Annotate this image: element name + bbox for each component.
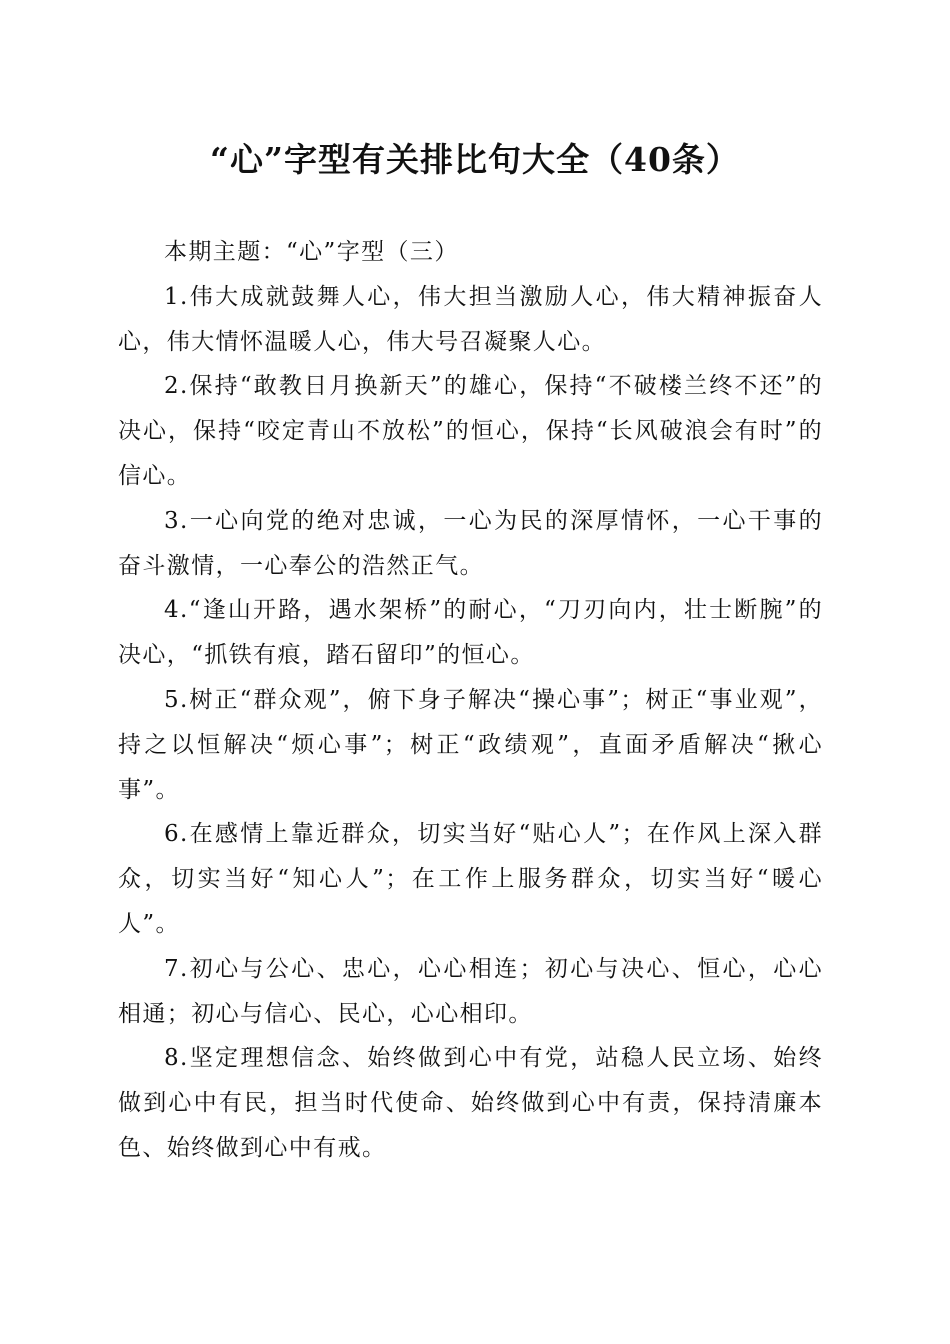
item-paragraph: 1.伟大成就鼓舞人心，伟大担当激励人心，伟大精神振奋人心，伟大情怀温暖人心，伟大号召凝聚人心。 <box>118 283 823 355</box>
theme-line: 本期主题：“心”字型（三） <box>164 239 459 265</box>
item-paragraph: 5.树正“群众观”，俯下身子解决“操心事”；树正“事业观”，持之以恒解决“烦心事”；树正“政绩观”，直面矛盾解决“揪心事”。 <box>118 686 823 803</box>
item-paragraph: 4.“逢山开路，遇水架桥”的耐心，“刀刃向内，壮士断腕”的决心，“抓铁有痕，踏石留印”的恒心。 <box>118 597 823 669</box>
item-paragraph: 2.保持“敢教日月换新天”的雄心，保持“不破楼兰终不还”的决心，保持“咬定青山不放松”的恒心，保持“长风破浪会有时”的信心。 <box>118 373 823 489</box>
document-title: “心”字型有关排比句大全（40条） <box>210 140 740 179</box>
item-paragraph: 3.一心向党的绝对忠诚，一心为民的深厚情怀，一心干事的奋斗激情，一心奉公的浩然正气。 <box>118 507 823 579</box>
item-paragraph: 6.在感情上靠近群众，切实当好“贴心人”；在作风上深入群众，切实当好“知心人”；在工作上服务群众，切实当好“暖心人”。 <box>118 821 823 937</box>
document-body <box>118 230 823 1171</box>
item-paragraph: 8.坚定理想信念、始终做到心中有党，站稳人民立场、始终做到心中有民，担当时代使命、始终做到心中有责，保持清廉本色、始终做到心中有戒。 <box>118 1045 823 1161</box>
item-paragraph: 7.初心与公心、忠心，心心相连；初心与决心、恒心，心心相通；初心与信心、民心，心心相印。 <box>118 955 823 1027</box>
